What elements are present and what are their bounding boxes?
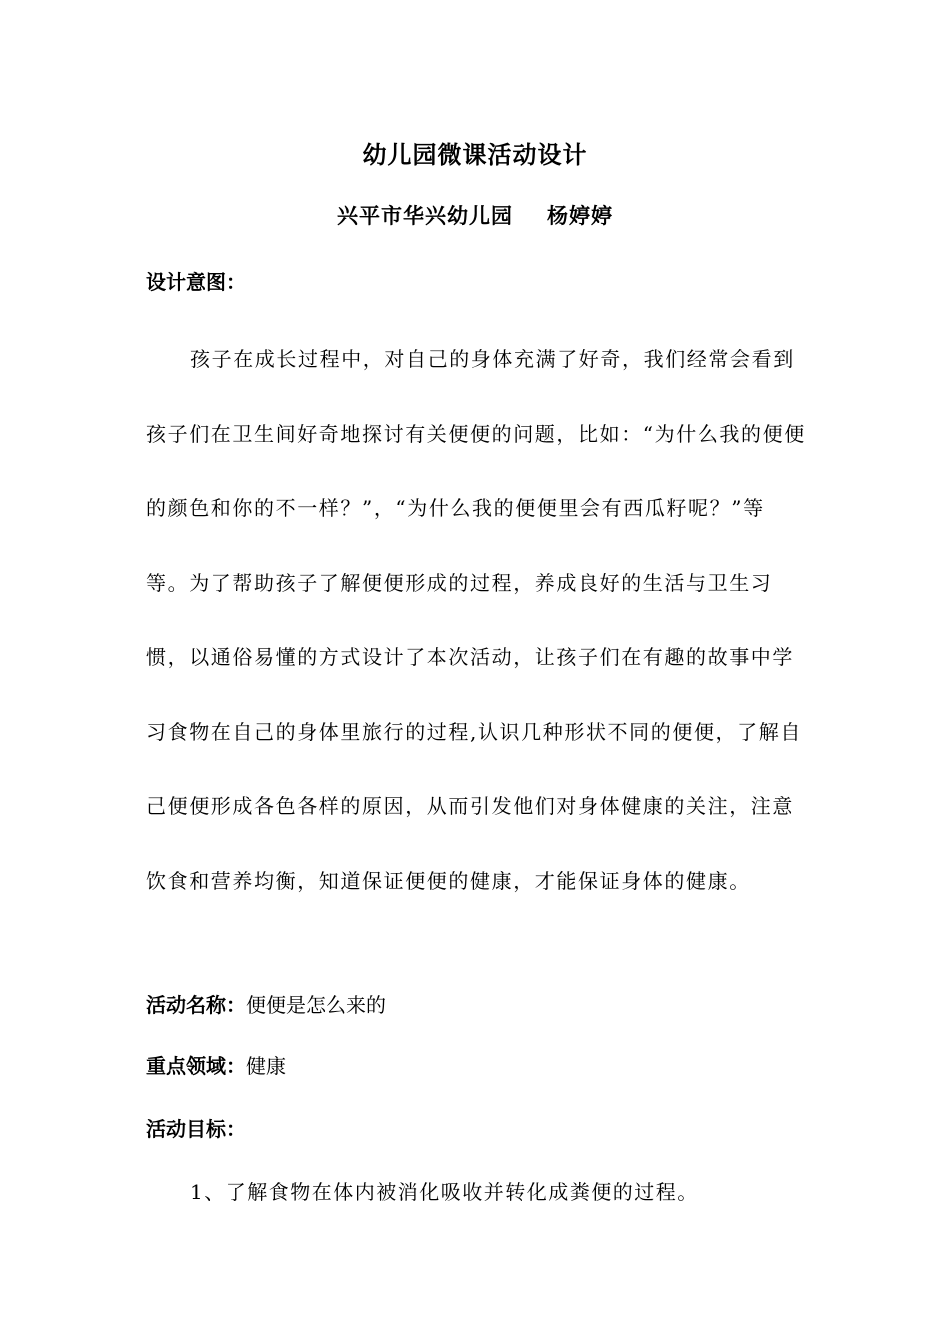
byline [0, 200, 950, 230]
key-domain-value: 健康 [246, 1054, 286, 1078]
activity-name-field [146, 989, 386, 1018]
design-intent-heading: 设计意图： [146, 270, 246, 294]
key-domain-field [146, 1050, 286, 1079]
school-name: 兴平市华兴幼儿园 [337, 203, 513, 228]
goal-item: 1、了解食物在体内被消化吸收并转化成粪便的过程。 [190, 1180, 699, 1204]
author-name: 杨婷婷 [547, 203, 613, 228]
design-intent-paragraph: 孩子在成长过程中，对自己的身体充满了好奇，我们经常会看到孩子们在卫生间好奇地探讨有关便便的问题，比如：“为什么我的便便的颜色和你的不一样？”，“为什么我的便便里会有西瓜籽呢？”等等。为了帮助孩子了解便便形成的过程，养成良好的生活与卫生习惯，以通俗易懂的方式设计了本次活动，让孩子们在有趣的故事中学习食物在自己的身体里旅行的过程,认识几种形状不同的便便，了解自己便便形成各色各样的原因，从而引发他们对身体健康的关注，注意饮食和营养均衡，知道保证便便的健康，才能保证身体的健康。 [146, 347, 806, 893]
activity-name-value: 便便是怎么来的 [246, 993, 386, 1017]
key-domain-label: 重点领域： [146, 1054, 246, 1078]
document-title: 幼儿园微课活动设计 [362, 140, 588, 169]
activity-name-label: 活动名称： [146, 993, 246, 1017]
activity-goals-heading: 活动目标： [146, 1117, 246, 1141]
